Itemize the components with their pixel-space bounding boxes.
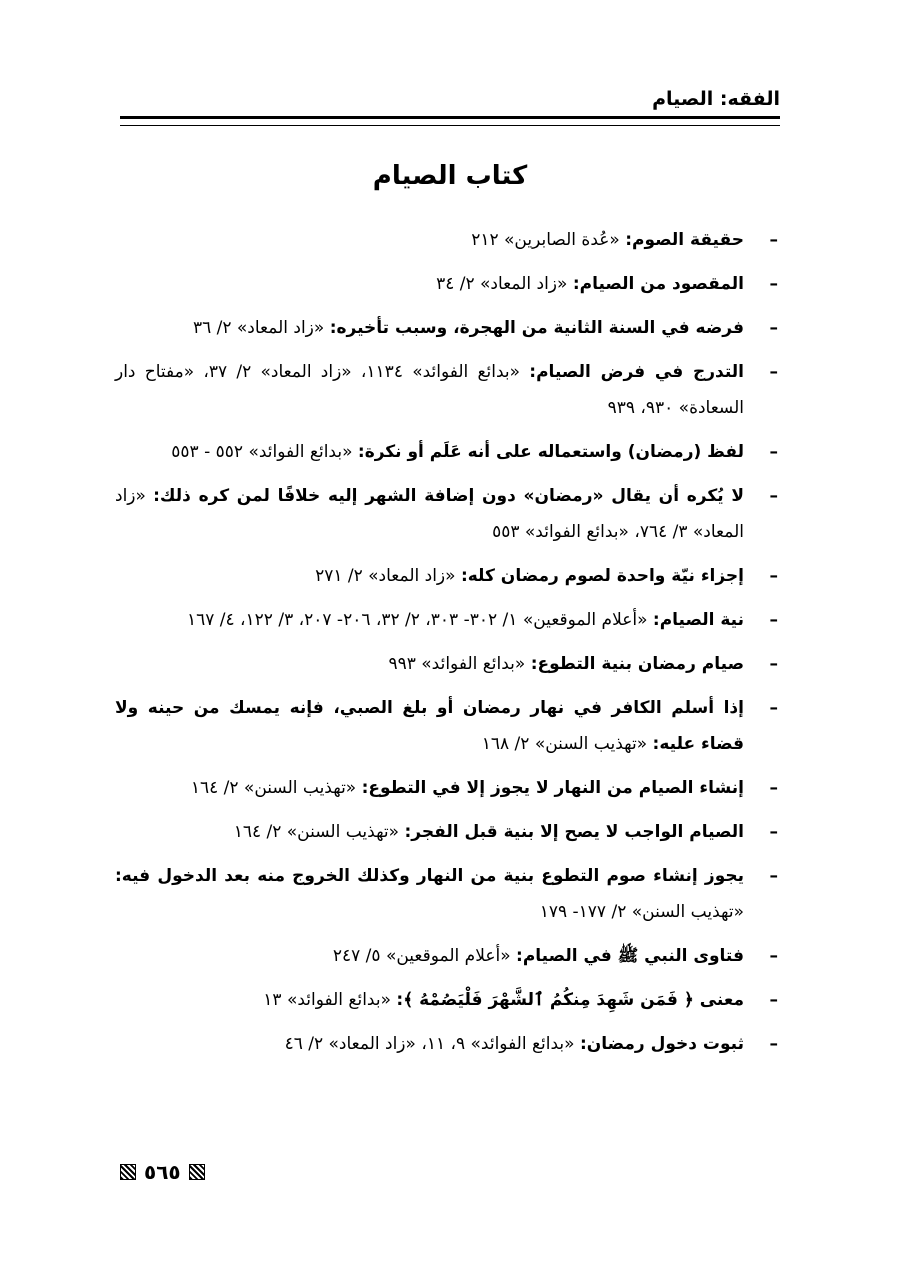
index-entry [115,310,780,346]
page-number-text: ٥٦٥ [144,1160,181,1184]
entry-reference: «تهذيب السنن» ٢/ ١٦٨ [481,734,648,754]
entry-topic: حقيقة الصوم: [625,230,744,250]
index-entry [115,1026,780,1062]
entry-reference: «تهذيب السنن» ٢/ ١٦٤ [190,778,357,798]
entry-topic: ثبوت دخول رمضان: [579,1034,744,1054]
entry-topic: الصيام الواجب لا يصح إلا بنية قبل الفجر: [404,822,744,842]
dash-bullet: – [769,442,778,462]
entry-topic: لا يُكره أن يقال «رمضان» دون إضافة الشهر إليه خلافًا لمن كره ذلك: [153,486,745,506]
index-entry [115,814,780,850]
entry-topic: التدرج في فرض الصيام: [529,362,745,382]
ornament-icon [189,1164,205,1180]
entry-topic: معنى ﴿ فَمَن شَهِدَ مِنكُمُ ٱلشَّهْرَ فَلْيَصُمْهُ ﴾: [396,990,744,1010]
entry-reference: «زاد المعاد» ٢/ ٣٦ [192,318,325,338]
index-entry [115,354,780,426]
dash-bullet: – [769,610,778,630]
dash-bullet: – [769,990,778,1010]
dash-bullet: – [769,866,778,886]
book-title: كتاب الصيام [372,161,528,191]
entry-reference: «بدائع الفوائد» ٥٥٢ - ٥٥٣ [171,442,353,462]
entry-reference: «زاد المعاد» ٣/ ٧٦٤، «بدائع الفوائد» ٥٥٣ [115,486,744,542]
index-entry [115,770,780,806]
index-entry [115,266,780,302]
index-entry [115,646,780,682]
page-number [120,1160,205,1184]
ornament-icon [120,1164,136,1180]
dash-bullet: – [769,822,778,842]
entry-reference: «أعلام الموقعين» ١/ ٣٠٢- ٣٠٣، ٢/ ٣٢، ٢٠٦- ٢٠٧، ٣/ ١٢٢، ٤/ ١٦٧ [186,610,648,630]
dash-bullet: – [769,778,778,798]
running-header: الفقه: الصيام [652,88,780,110]
entry-reference: «عُدة الصابرين» ٢١٢ [471,230,620,250]
index-entry [115,478,780,550]
index-entry [115,690,780,762]
index-entry [115,938,780,974]
dash-bullet: – [769,230,778,250]
index-entry [115,982,780,1018]
entry-reference: «أعلام الموقعين» ٥/ ٢٤٧ [332,946,511,966]
entry-reference: «تهذيب السنن» ٢/ ١٦٤ [233,822,400,842]
entry-reference: «زاد المعاد» ٢/ ٢٧١ [315,566,456,586]
index-entry [115,602,780,638]
dash-bullet: – [769,318,778,338]
dash-bullet: – [769,274,778,294]
entry-reference: «تهذيب السنن» ٢/ ١٧٧- ١٧٩ [539,902,744,922]
entry-topic: يجوز إنشاء صوم التطوع بنية من النهار وكذلك الخروج منه بعد الدخول فيه: [115,866,744,886]
entry-reference: «بدائع الفوائد» ٩، ١١، «زاد المعاد» ٢/ ٤٦ [284,1034,575,1054]
entry-topic: نية الصيام: [652,610,744,630]
entry-topic: إنشاء الصيام من النهار لا يجوز إلا في التطوع: [361,778,744,798]
entry-topic: صيام رمضان بنية التطوع: [530,654,744,674]
index-entry [115,434,780,470]
index-entry [115,558,780,594]
entry-topic: إذا أسلم الكافر في نهار رمضان أو بلغ الصبي، فإنه يمسك من حينه ولا قضاء عليه: [115,698,744,754]
entry-reference: «بدائع الفوائد» ٩٩٣ [388,654,526,674]
dash-bullet: – [769,566,778,586]
dash-bullet: – [769,698,778,718]
dash-bullet: – [769,486,778,506]
entry-reference: «بدائع الفوائد» ١٣ [263,990,391,1010]
header-rule [120,116,780,126]
dash-bullet: – [769,654,778,674]
index-entry [115,858,780,930]
index-entry [115,222,780,258]
entry-topic: لفظ (رمضان) واستعماله على أنه عَلَم أو نكرة: [357,442,744,462]
dash-bullet: – [769,1034,778,1054]
dash-bullet: – [769,362,778,382]
dash-bullet: – [769,946,778,966]
entry-topic: إجزاء نيّة واحدة لصوم رمضان كله: [460,566,744,586]
entry-reference: «زاد المعاد» ٢/ ٣٤ [436,274,568,294]
index-entries [115,222,780,1070]
entry-reference: «بدائع الفوائد» ١١٣٤، «زاد المعاد» ٢/ ٣٧، «مفتاح دار السعادة» ٩٣٠، ٩٣٩ [115,362,744,418]
entry-topic: فتاوى النبي ﷺ في الصيام: [516,946,744,966]
entry-topic: فرضه في السنة الثانية من الهجرة، وسبب تأخيره: [329,318,744,338]
entry-topic: المقصود من الصيام: [572,274,744,294]
